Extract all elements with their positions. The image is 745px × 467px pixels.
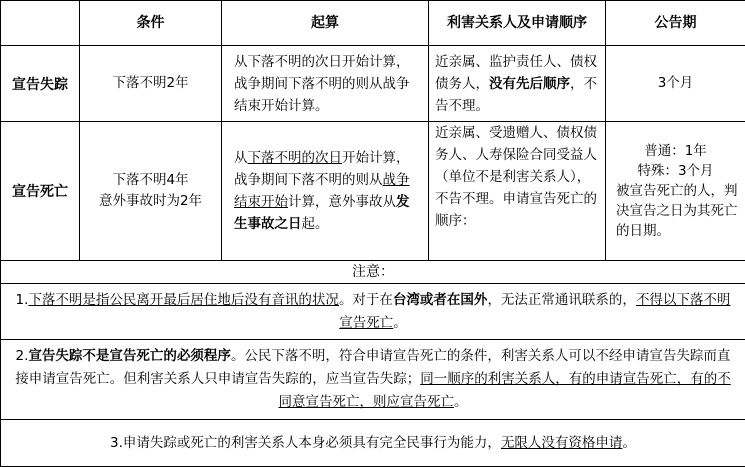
death-period-normal: 普通：1年	[610, 141, 741, 161]
death-start-bold: 发生事故之日	[234, 194, 410, 232]
note-2-bold: 宣告失踪不是宣告死亡的必须程序	[28, 348, 231, 364]
note-1-part: 1.	[16, 292, 29, 308]
note-1-underlined: 不得以下落不明宣告死亡	[339, 292, 730, 331]
death-start-part: 从	[234, 150, 248, 166]
row-death	[1, 122, 745, 261]
missing-condition: 下落不明2年	[80, 46, 222, 122]
death-condition	[80, 122, 222, 261]
header-start: 起算	[222, 1, 429, 46]
death-parties-cell	[429, 122, 606, 261]
header-condition: 条件	[80, 1, 222, 46]
death-start-part: 计算，意外事故从	[288, 194, 396, 210]
missing-period: 3个月	[606, 46, 745, 122]
death-start-part: 开始计算，战争期间下落不明的则从	[234, 150, 410, 188]
header-blank	[1, 1, 80, 46]
death-condition-normal: 下落不明4年	[80, 170, 221, 191]
row-death-label: 宣告死亡	[1, 122, 80, 261]
missing-start: 从下落不明的次日开始计算，战争期间下落不明的则从战争结束开始计算。	[222, 46, 429, 122]
death-parties: 近亲属、受遗赠人、债权债务人、人寿保险合同受益人（单位不是利害关系人），不告不理。申请宣告死亡的顺序：	[435, 122, 599, 260]
header-period: 公告期	[606, 1, 745, 46]
row-missing	[1, 46, 745, 122]
note-2-row	[1, 340, 745, 420]
missing-parties-tail: ，不告不理。	[435, 76, 597, 114]
missing-parties-order: 没有先后顺序	[489, 76, 570, 92]
death-period	[606, 122, 745, 261]
notes-title: 注意：	[1, 261, 745, 284]
note-1-part: 。对于在	[339, 292, 393, 308]
notes-title-row	[1, 261, 745, 284]
death-start	[222, 122, 429, 261]
note-1-underlined: 下落不明是指公民离开最后居住地后没有音讯的状况	[28, 292, 339, 308]
note-2-underlined: 同一顺序的利害关系人，有的申请宣告死亡，有的不同意宣告死亡，则应宣告死亡	[279, 371, 731, 410]
note-1-part: 。	[393, 315, 407, 331]
missing-parties-text: 近亲属、监护责任人、债权债务人，	[435, 54, 597, 92]
note-3	[1, 420, 745, 467]
note-3-row	[1, 420, 745, 467]
missing-parties	[429, 46, 606, 122]
note-3-underlined: 无限人没有资格申请	[501, 435, 623, 451]
row-missing-label: 宣告失踪	[1, 46, 80, 122]
death-period-note: 被宣告死亡的人，判决宣告之日为其死亡的日期。	[610, 181, 741, 241]
note-3-part: 。	[622, 435, 636, 451]
note-1-bold: 台湾或者在国外	[393, 292, 488, 308]
death-period-special: 特殊：3个月	[610, 161, 741, 181]
note-2-part: 2.	[16, 348, 29, 364]
note-3-part: 3.申请失踪或死亡的利害关系人本身必须具有完全民事行为能力，	[110, 435, 501, 451]
death-condition-accident: 意外事故时为2年	[80, 191, 221, 212]
note-1-row	[1, 284, 745, 340]
note-2-part: 。公民下落不明，符合申请宣告死亡的条件，利害关系人可以不经申请宣告失踪而直接申请宣告死亡。但利害关系人只申请宣告失踪的，应当宣告失踪；	[15, 348, 730, 387]
note-2-part: 。	[454, 394, 468, 410]
death-start-underlined: 战争结束开始	[234, 172, 410, 210]
note-1	[1, 284, 745, 340]
death-start-part: 起。	[302, 216, 329, 232]
note-1-part: ，无法正常通讯联系的，	[487, 292, 636, 308]
header-row	[1, 1, 745, 46]
note-2	[1, 340, 745, 420]
header-parties: 利害关系人及申请顺序	[429, 1, 606, 46]
death-start-underlined: 下落不明的次日	[248, 150, 343, 166]
